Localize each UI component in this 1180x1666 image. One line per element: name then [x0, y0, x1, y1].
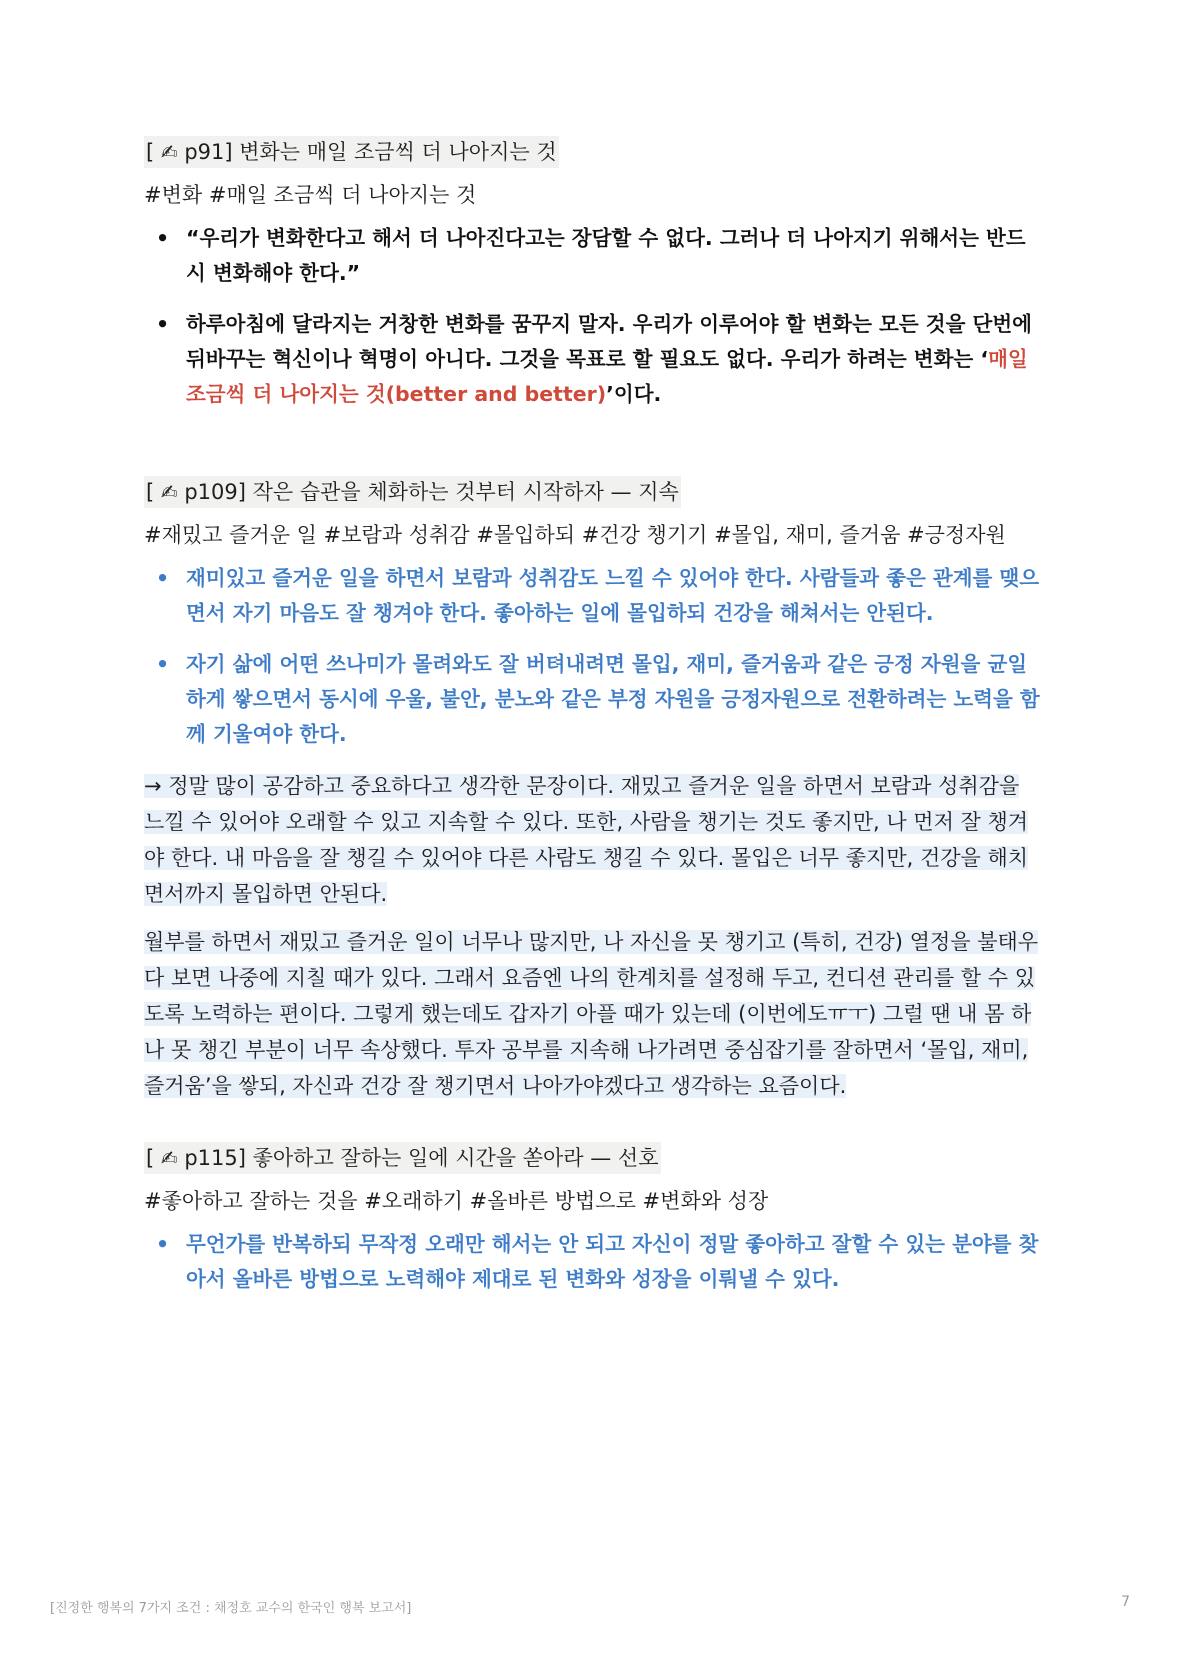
page-content: [144, 136, 1044, 1313]
writing-hand-icon: ✍: [160, 1146, 178, 1170]
reflection-paragraph: → 정말 많이 공감하고 중요하다고 생각한 문장이다. 재밌고 즐거운 일을 하면서 보람과 성취감을 느낄 수 있어야 오래할 수 있고 지속할 수 있다. 또한, 사람을 챙기는 것도 좋지만, 나 먼저 잘 챙겨야 한다. 내 마음을 잘 챙길 수 있어야 다른 사람도 챙길 수 있다. 몰입은 너무 좋지만, 건강을 해치면서까지 몰입하면 안된다.: [144, 774, 1029, 906]
section-title: [ ✍ p91] 변화는 매일 조금씩 더 나아지는 것: [144, 136, 559, 168]
list-item: • 하루아침에 달라지는 거창한 변화를 꿈꾸지 말자. 우리가 이루어야 할 변화는 모든 것을 단번에 뒤바꾸는 혁신이나 혁명이 아니다. 그것을 목표로 할 필요도 없다. 우리가 하려는 변화는 ‘매일 조금씩 더 나아지는 것(better and better)’이다.: [144, 307, 1044, 412]
writing-hand-icon: ✍: [160, 140, 178, 164]
section-title: [ ✍ p109] 작은 습관을 체화하는 것부터 시작하자 — 지속: [144, 476, 681, 508]
section-p109: [144, 476, 1044, 1104]
hashtags: #좋아하고 잘하는 것을 #오래하기 #올바른 방법으로 #변화와 성장: [144, 1189, 769, 1213]
hashtags: #재밌고 즐거운 일 #보람과 성취감 #몰입하되 #건강 챙기기 #몰입, 재미, 즐거움 #긍정자원: [144, 523, 1006, 547]
list-item: • “우리가 변화한다고 해서 더 나아진다고는 장담할 수 없다. 그러나 더 나아지기 위해서는 반드시 변화해야 한다.”: [144, 221, 1044, 291]
list-item: • 재미있고 즐거운 일을 하면서 보람과 성취감도 느낄 수 있어야 한다. 사람들과 좋은 관계를 맺으면서 자기 마음도 잘 챙겨야 한다. 좋아하는 일에 몰입하되 건강을 해쳐서는 안된다.: [144, 561, 1044, 631]
writing-hand-icon: ✍: [160, 480, 178, 504]
page-number: 7: [1121, 1594, 1130, 1610]
list-item: • 자기 삶에 어떤 쓰나미가 몰려와도 잘 버텨내려면 몰입, 재미, 즐거움과 같은 긍정 자원을 균일하게 쌓으면서 동시에 우울, 불안, 분노와 같은 부정 자원을 긍정자원으로 전환하려는 노력을 함께 기울여야 한다.: [144, 647, 1044, 752]
footer-book-title: [진정한 행복의 7가지 조건 : 채정호 교수의 한국인 행복 보고서]: [50, 1601, 412, 1616]
reflection-paragraph: 월부를 하면서 재밌고 즐거운 일이 너무나 많지만, 나 자신을 못 챙기고 (특히, 건강) 열정을 불태우다 보면 나중에 지칠 때가 있다. 그래서 요즘엔 나의 한계치를 설정해 두고, 컨디션 관리를 할 수 있도록 노력하는 편이다. 그렇게 했는데도 갑자기 아플 때가 있는데 (이번에도ㅠㅜ) 그럴 땐 내 몸 하나 못 챙긴 부분이 너무 속상했다. 투자 공부를 지속해 나가려면 중심잡기를 잘하면서 ‘몰입, 재미, 즐거움’을 쌓되, 자신과 건강 잘 챙기면서 나아가야겠다고 생각하는 요즘이다.: [144, 930, 1039, 1098]
section-p91: [144, 136, 1044, 412]
section-title: [ ✍ p115] 좋아하고 잘하는 일에 시간을 쏟아라 — 선호: [144, 1142, 661, 1174]
list-item: • 무언가를 반복하되 무작정 오래만 해서는 안 되고 자신이 정말 좋아하고 잘할 수 있는 분야를 찾아서 올바른 방법으로 노력해야 제대로 된 변화와 성장을 이뤄낼 수 있다.: [144, 1227, 1044, 1297]
highlighted-phrase: 매일 조금씩 더 나아지는 것(better and better): [186, 347, 1028, 406]
hashtags: #변화 #매일 조금씩 더 나아지는 것: [144, 183, 477, 207]
section-p115: [144, 1142, 1044, 1297]
bullet-list: [144, 561, 1044, 752]
bullet-list: [144, 1227, 1044, 1297]
bullet-list: [144, 221, 1044, 412]
